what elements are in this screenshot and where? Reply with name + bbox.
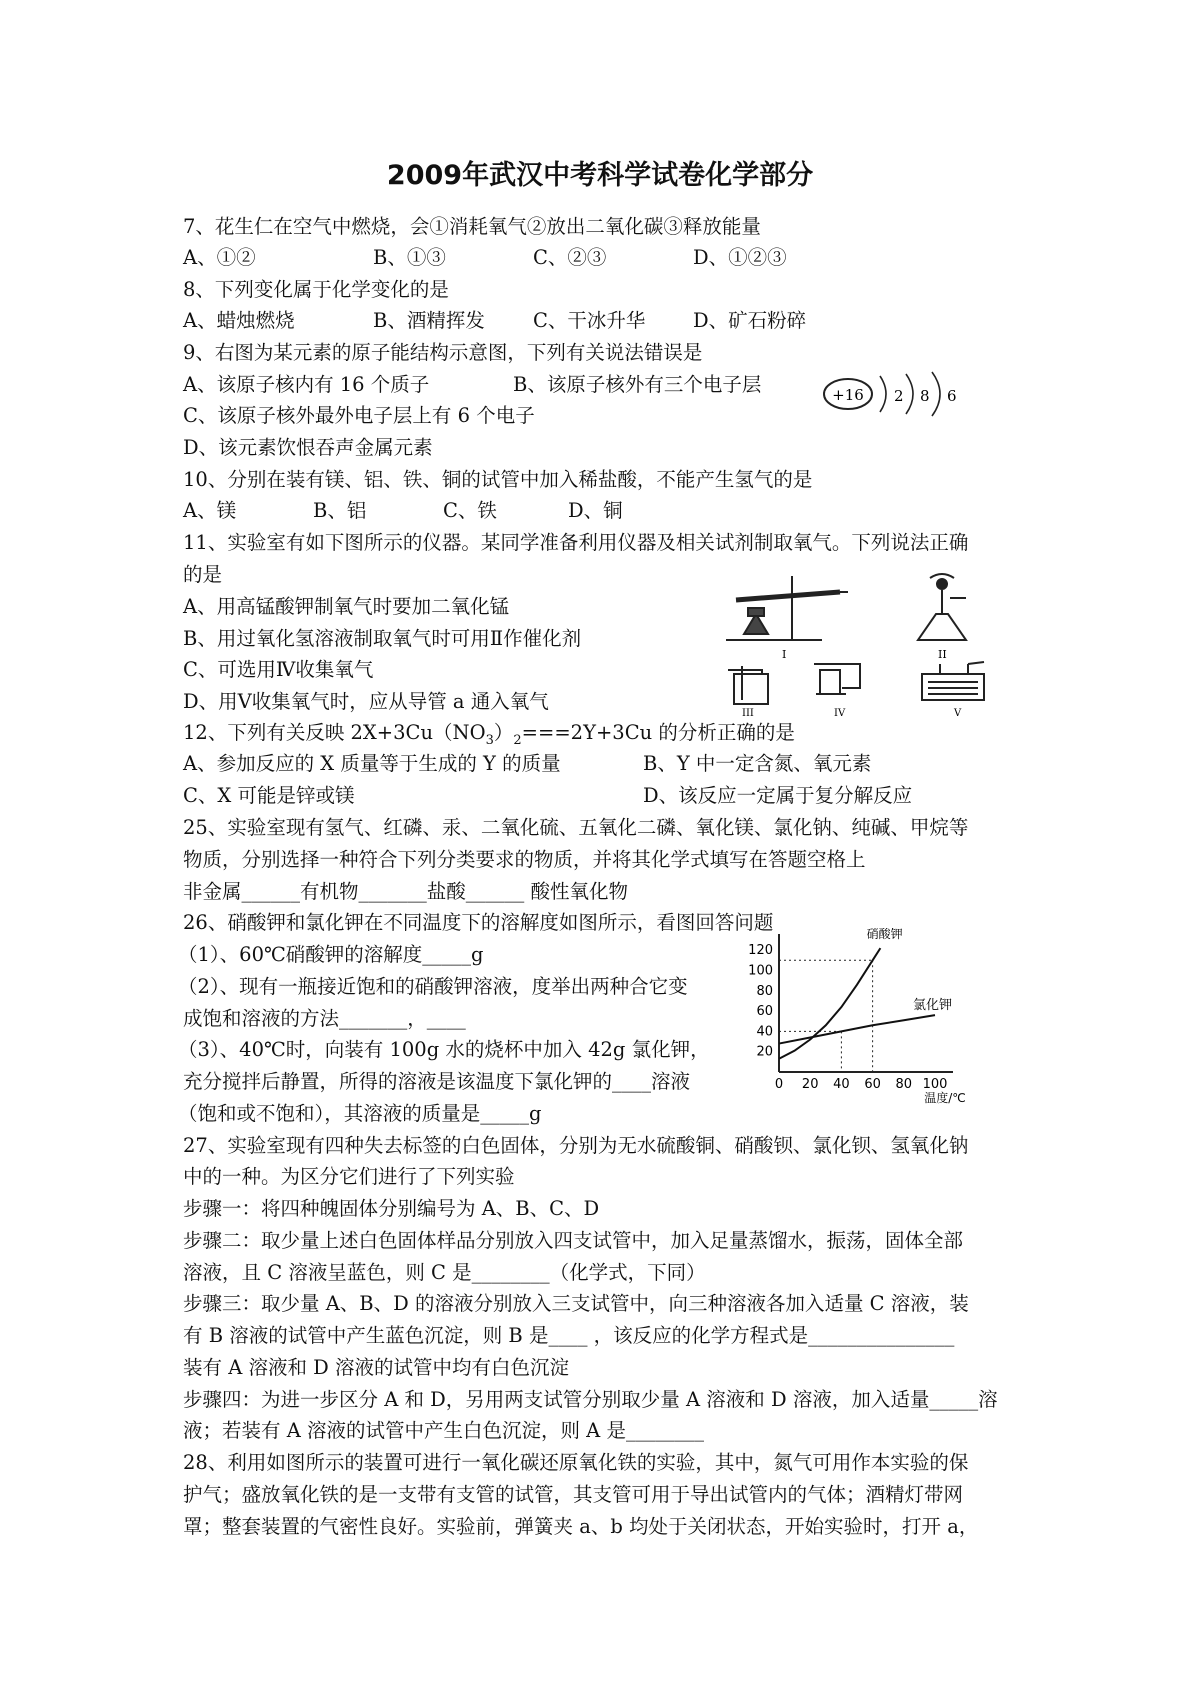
q26-part-3: （3）、40℃时，向装有 100g 水的烧杯中加入 42g 氯化钾， [178,1038,710,1061]
q11-option-a: A、用高锰酸钾制氧气时要加二氧化锰 [183,595,510,618]
x-tick-label: 60 [864,1077,881,1092]
q11-option-b: B、用过氧化氢溶液制取氧气时可用Ⅱ作催化剂 [183,627,582,650]
q8-option-c: C、干冰升华 [533,309,646,332]
q27-step-2: 步骤二：取少量上述白色固体样品分别放入四支试管中，加入足量蒸馏水，振荡，固体全部 [183,1229,964,1252]
x-tick-label: 80 [895,1077,913,1092]
apparatus-IV-label: IV [834,708,846,718]
q8-option-b: B、酒精挥发 [373,309,485,332]
question-28-line-2: 护气；盛放氧化铁的是一支带有支管的试管，其支管可用于导出试管内的气体；酒精灯带网 [183,1483,964,1506]
q12-option-d: D、该反应一定属于复分解反应 [643,784,913,807]
apparatus-V [922,662,984,700]
q26-part-2-cont: 成饱和溶液的方法_______，____ [183,1007,466,1030]
y-tick-label: 80 [756,983,773,999]
q8-option-a: A、蜡烛燃烧 [183,309,295,332]
y-tick-label: 120 [748,943,773,959]
y-tick-label: 20 [756,1044,773,1060]
question-7-stem: 7、花生仁在空气中燃烧，会①消耗氧气②放出二氧化碳③释放能量 [183,215,761,238]
question-11-stem: 11、实验室有如下图所示的仪器。某同学准备利用仪器及相关试剂制取氧气。下列说法正确 [183,531,969,554]
question-26-stem: 26、硝酸钾和氯化钾在不同温度下的溶解度如图所示，看图回答问题 [183,911,774,934]
y-tick-label: 60 [756,1004,773,1020]
q7-option-a: A、①② [183,246,256,269]
question-25-line-3: 非金属______有机物_______盐酸______ 酸性氧化物 [183,880,628,903]
apparatus-I-label: I [782,648,787,661]
question-11-stem-cont: 的是 [183,563,223,586]
question-27-line-2: 中的一种。为区分它们进行了下列实验 [183,1165,515,1188]
q27-step-4: 步骤四：为进一步区分 A 和 D，另用两支试管分别取少量 A 溶液和 D 溶液，加入适量_____溶 [183,1388,998,1411]
q7-option-b: B、①③ [373,246,446,269]
question-9-stem: 9、右图为某元素的原子能结构示意图，下列有关说法错误是 [183,341,703,364]
x-tick-label: 0 [774,1077,784,1092]
question-25-line-1: 25、实验室现有氢气、红磷、汞、二氧化硫、五氧化二磷、氧化镁、氯化钠、纯碱、甲烷等 [183,816,969,839]
apparatus-II-label: II [938,648,947,661]
question-8-stem: 8、下列变化属于化学变化的是 [183,278,449,301]
apparatus-V-label: V [954,708,962,718]
x-tick-label: 100 [922,1077,948,1092]
lab-apparatus-figure [722,570,1022,718]
question-28-line-3: 罩；整套装置的气密性良好。实验前，弹簧夹 a、b 均处于关闭状态，开始实验时，打开 a， [183,1515,979,1538]
series-label-0: 硝酸钾 [866,928,903,941]
question-25-line-2: 物质，分别选择一种符合下列分类要求的物质，并将其化学式填写在答题空格上 [183,848,866,871]
q27-step-4-cont: 液；若装有 A 溶液的试管中产生白色沉淀，则 A 是________ [183,1419,704,1442]
q27-step-3: 步骤三：取少量 A、B、D 的溶液分别放入三支试管中，向三种溶液各加入适量 C 溶液，装 [183,1292,969,1315]
q9-option-d: D、该元素饮恨吞声金属元素 [183,436,433,459]
q27-step-1: 步骤一：将四种魄固体分别编号为 A、B、C、D [183,1197,600,1220]
apparatus-III-label: III [742,708,754,718]
q26-part-3-cont: 充分搅拌后静置，所得的溶液是该温度下氯化钾的____溶液 [183,1070,691,1093]
x-tick-label: 40 [833,1077,850,1092]
q9-option-b: B、该原子核外有三个电子层 [513,373,762,396]
apparatus-II [918,574,966,640]
y-tick-label: 100 [748,963,773,979]
q26-part-2: （2）、现有一瓶接近饱和的硝酸钾溶液，度举出两种合它变 [178,975,688,998]
question-28-line-1: 28、利用如图所示的装置可进行一氧化碳还原氧化铁的实验，其中，氮气可用作本实验的保 [183,1451,969,1474]
x-tick-label: 20 [801,1077,819,1092]
q12-option-c: C、X 可能是锌或镁 [183,784,355,807]
q10-option-c: C、铁 [443,499,497,522]
q11-option-d: D、用Ⅴ收集氧气时，应从导管 a 通入氧气 [183,690,549,713]
q12-option-a: A、参加反应的 X 质量等于生成的 Y 的质量 [183,752,561,775]
nucleus-charge: +16 [832,386,864,404]
series-line-0 [779,948,880,1059]
series-label-1: 氯化钾 [913,998,953,1014]
atom-structure-diagram [818,370,968,418]
q26-part-3-end: （饱和或不饱和），其溶液的质量是_____g [178,1102,542,1125]
page-title: 2009年武汉中考科学试卷化学部分 [386,160,814,191]
q12-option-b: B、Y 中一定含氮、氧元素 [643,752,872,775]
apparatus-IV [814,664,860,694]
question-27-line-1: 27、实验室现有四种失去标签的白色固体，分别为无水硫酸铜、硝酸钡、氯化钡、氢氧化钠 [183,1134,969,1157]
question-10-stem: 10、分别在装有镁、铝、铁、铜的试管中加入稀盐酸，不能产生氢气的是 [183,468,813,491]
q7-option-d: D、①②③ [693,246,787,269]
q11-option-c: C、可选用Ⅳ收集氧气 [183,658,374,681]
q9-option-c: C、该原子核外最外电子层上有 6 个电子 [183,404,535,427]
q26-part-1: （1）、60℃硝酸钾的溶解度_____g [178,943,484,966]
apparatus-I [726,576,848,640]
x-axis-label: 温度/℃ [924,1091,966,1105]
shell-2-count: 8 [920,387,930,405]
q7-option-c: C、②③ [533,246,607,269]
q27-step-3-cont: 有 B 溶液的试管中产生蓝色沉淀，则 B 是____ ，该反应的化学方程式是_______________ [183,1324,955,1347]
q27-step-3-end: 装有 A 溶液和 D 溶液的试管中均有白色沉淀 [183,1356,570,1379]
shell-1-count: 2 [894,387,904,405]
q10-option-d: D、铜 [568,499,623,522]
q10-option-b: B、铝 [313,499,367,522]
q10-option-a: A、镁 [183,499,237,522]
series-line-1 [779,1015,935,1043]
solubility-chart [735,928,1025,1108]
q8-option-d: D、矿石粉碎 [693,309,807,332]
question-12-stem: 12、下列有关反映 $2X+3Cu(NO_3)_2===2Y+3Cu$ 的分析正确的是 [183,721,795,748]
apparatus-III [728,666,768,704]
q27-step-2-cont: 溶液，且 C 溶液呈蓝色，则 C 是________（化学式，下同） [183,1261,706,1284]
shell-3-count: 6 [947,387,957,405]
q9-option-a: A、该原子核内有 16 个质子 [183,373,430,396]
y-tick-label: 40 [756,1024,773,1040]
